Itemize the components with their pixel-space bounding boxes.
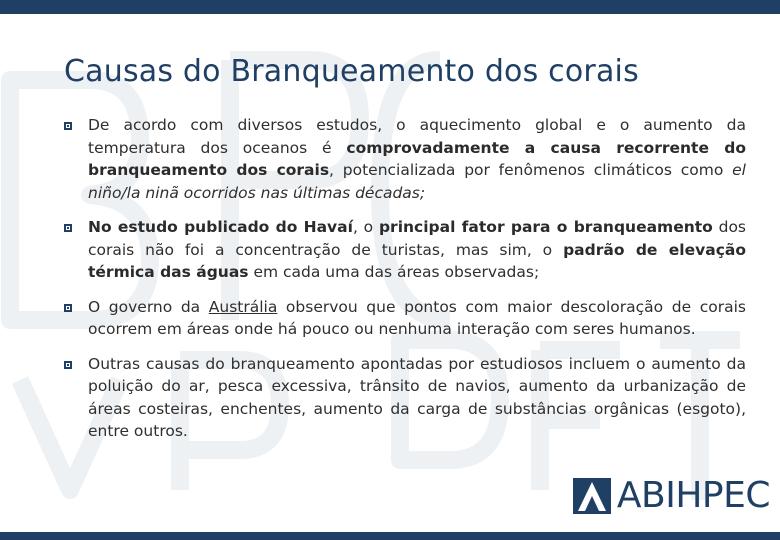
bullet-emphasis: padrão de elevação térmica das águas — [88, 240, 746, 281]
bullet-text: , potencializada por fenômenos climáticos como — [329, 161, 733, 179]
bullet-text: em cada uma das áreas observadas; — [248, 263, 540, 281]
bullet-emphasis: comprovadamente a causa recorrente do branqueamento dos corais — [88, 138, 746, 179]
bullet-text: De acordo com diversos estudos, o aquecimento global e o aumento da temperatura dos oceanos é — [88, 116, 746, 157]
square-bullet-icon — [64, 122, 72, 130]
bullet-list — [64, 114, 746, 443]
bullet-text: , o — [352, 218, 379, 236]
australia-link[interactable]: Austrália — [208, 297, 278, 316]
bullet-emphasis: principal fator para o branqueamento — [378, 218, 713, 236]
bullet-item-estudo-havai — [64, 216, 746, 284]
bullet-text: observou que pontos com maior descoloração de corais ocorrem em áreas onde há pouco ou nenhuma interação com seres humanos. — [88, 297, 746, 338]
top-accent-bar — [0, 0, 780, 14]
slide-title: Causas do Branqueamento dos corais — [64, 54, 639, 89]
bullet-text: Outras causas do branqueamento apontadas por estudiosos incluem o aumento da poluição do ar, pesca excessiva, trânsito de navios, aumento da urbanização de áreas costeiras, enchentes, aumento da carga de substâncias orgânicas (esgoto), entre outros. — [88, 354, 746, 440]
square-bullet-icon — [64, 304, 72, 312]
bullet-item-aquecimento-global — [64, 114, 746, 204]
bullet-emphasis: No estudo publicado do Havaí — [88, 218, 353, 236]
square-bullet-icon — [64, 224, 72, 232]
bullet-text: dos corais não foi a concentração de turistas, mas sim, o — [88, 218, 746, 259]
bullet-text: O governo da — [88, 297, 209, 316]
bullet-italic-text: el niño/la ninã ocorridos nas últimas décadas; — [88, 161, 746, 202]
bullet-item-outras-causas — [64, 353, 746, 443]
abihpec-logo — [573, 476, 770, 516]
logo-text: ABIHPEC — [616, 475, 770, 516]
bullet-item-governo-australia — [64, 296, 746, 341]
abihpec-logo-mark-icon — [573, 478, 611, 514]
square-bullet-icon — [64, 361, 72, 369]
bottom-accent-bar — [0, 532, 780, 540]
